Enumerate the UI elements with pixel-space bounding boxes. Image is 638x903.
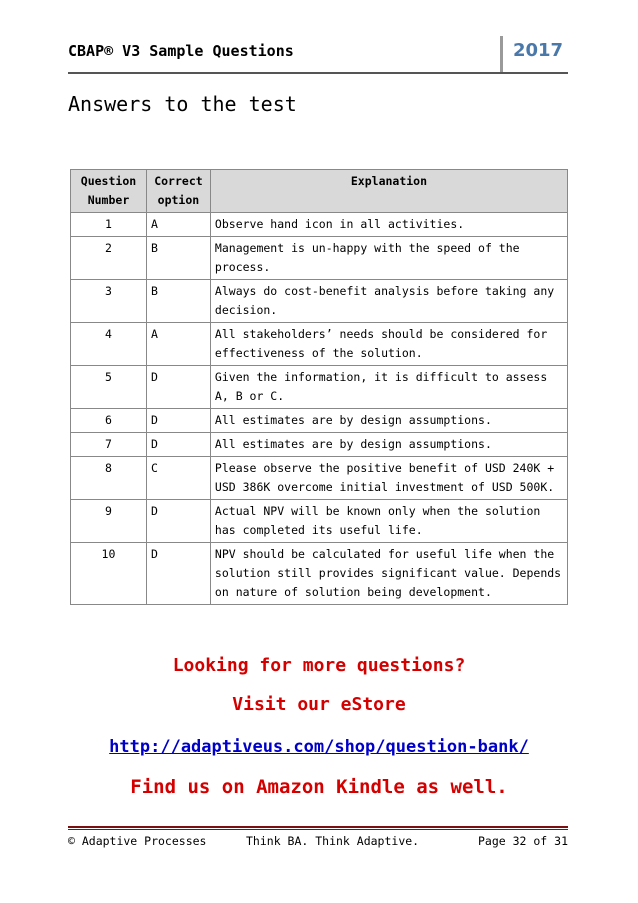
question-number-cell: 9 — [71, 500, 147, 543]
header-explanation: Explanation — [210, 170, 567, 213]
table-header-row — [71, 170, 568, 213]
table-row — [71, 213, 568, 237]
correct-option-cell: C — [146, 457, 210, 500]
estore-link[interactable]: http://adaptiveus.com/shop/question-bank/ — [109, 737, 529, 757]
correct-option-cell: A — [146, 213, 210, 237]
correct-option-cell: D — [146, 433, 210, 457]
explanation-cell: Given the information, it is difficult to assess A, B or C. — [210, 366, 567, 409]
explanation-cell: All estimates are by design assumptions. — [210, 409, 567, 433]
table-row — [71, 323, 568, 366]
explanation-cell: Please observe the positive benefit of USD 240K + USD 386K overcome initial investment of USD 500K. — [210, 457, 567, 500]
footer-rule-thin — [68, 829, 568, 830]
promo-more-questions: Looking for more questions? — [172, 655, 466, 676]
promo-amazon-kindle: Find us on Amazon Kindle as well. — [130, 776, 508, 798]
explanation-cell: All stakeholders’ needs should be considered for effectiveness of the solution. — [210, 323, 567, 366]
question-number-cell: 10 — [71, 543, 147, 605]
table-row — [71, 543, 568, 605]
promo-visit-estore: Visit our eStore — [232, 694, 406, 715]
page-title: Answers to the test — [68, 92, 297, 116]
page-header — [68, 36, 568, 74]
question-number-cell: 5 — [71, 366, 147, 409]
table-row — [71, 280, 568, 323]
footer-page-number: Page 32 of 31 — [477, 834, 568, 848]
correct-option-cell: D — [146, 543, 210, 605]
correct-option-cell: D — [146, 366, 210, 409]
question-number-cell: 7 — [71, 433, 147, 457]
question-number-cell: 2 — [71, 237, 147, 280]
explanation-cell: Observe hand icon in all activities. — [210, 213, 567, 237]
header-title: CBAP® V3 Sample Questions — [68, 42, 294, 60]
correct-option-cell: A — [146, 323, 210, 366]
table-row — [71, 433, 568, 457]
header-year: 2017 — [512, 40, 564, 61]
footer-rule — [68, 826, 568, 828]
correct-option-cell: D — [146, 500, 210, 543]
question-number-cell: 3 — [71, 280, 147, 323]
explanation-cell: All estimates are by design assumptions. — [210, 433, 567, 457]
footer-tagline: Think BA. Think Adaptive. — [246, 834, 420, 848]
explanation-cell: Actual NPV will be known only when the solution has completed its useful life. — [210, 500, 567, 543]
correct-option-cell: B — [146, 280, 210, 323]
correct-option-cell: D — [146, 409, 210, 433]
table-row — [71, 457, 568, 500]
correct-option-cell: B — [146, 237, 210, 280]
header-correct-option: Correct option — [146, 170, 210, 213]
table-row — [71, 366, 568, 409]
explanation-cell: NPV should be calculated for useful life when the solution still provides significant value. Depends on nature of solution being development. — [210, 543, 567, 605]
question-number-cell: 1 — [71, 213, 147, 237]
question-number-cell: 4 — [71, 323, 147, 366]
footer-copyright: © Adaptive Processes — [68, 834, 207, 848]
explanation-cell: Management is un-happy with the speed of the process. — [210, 237, 567, 280]
answers-table — [70, 169, 568, 605]
table-row — [71, 237, 568, 280]
table-body — [71, 213, 568, 605]
question-number-cell: 6 — [71, 409, 147, 433]
table-row — [71, 409, 568, 433]
page-footer — [68, 834, 568, 850]
header-question-number: Question Number — [71, 170, 147, 213]
table-row — [71, 500, 568, 543]
explanation-cell: Always do cost-benefit analysis before taking any decision. — [210, 280, 567, 323]
question-number-cell: 8 — [71, 457, 147, 500]
header-separator — [500, 36, 503, 72]
